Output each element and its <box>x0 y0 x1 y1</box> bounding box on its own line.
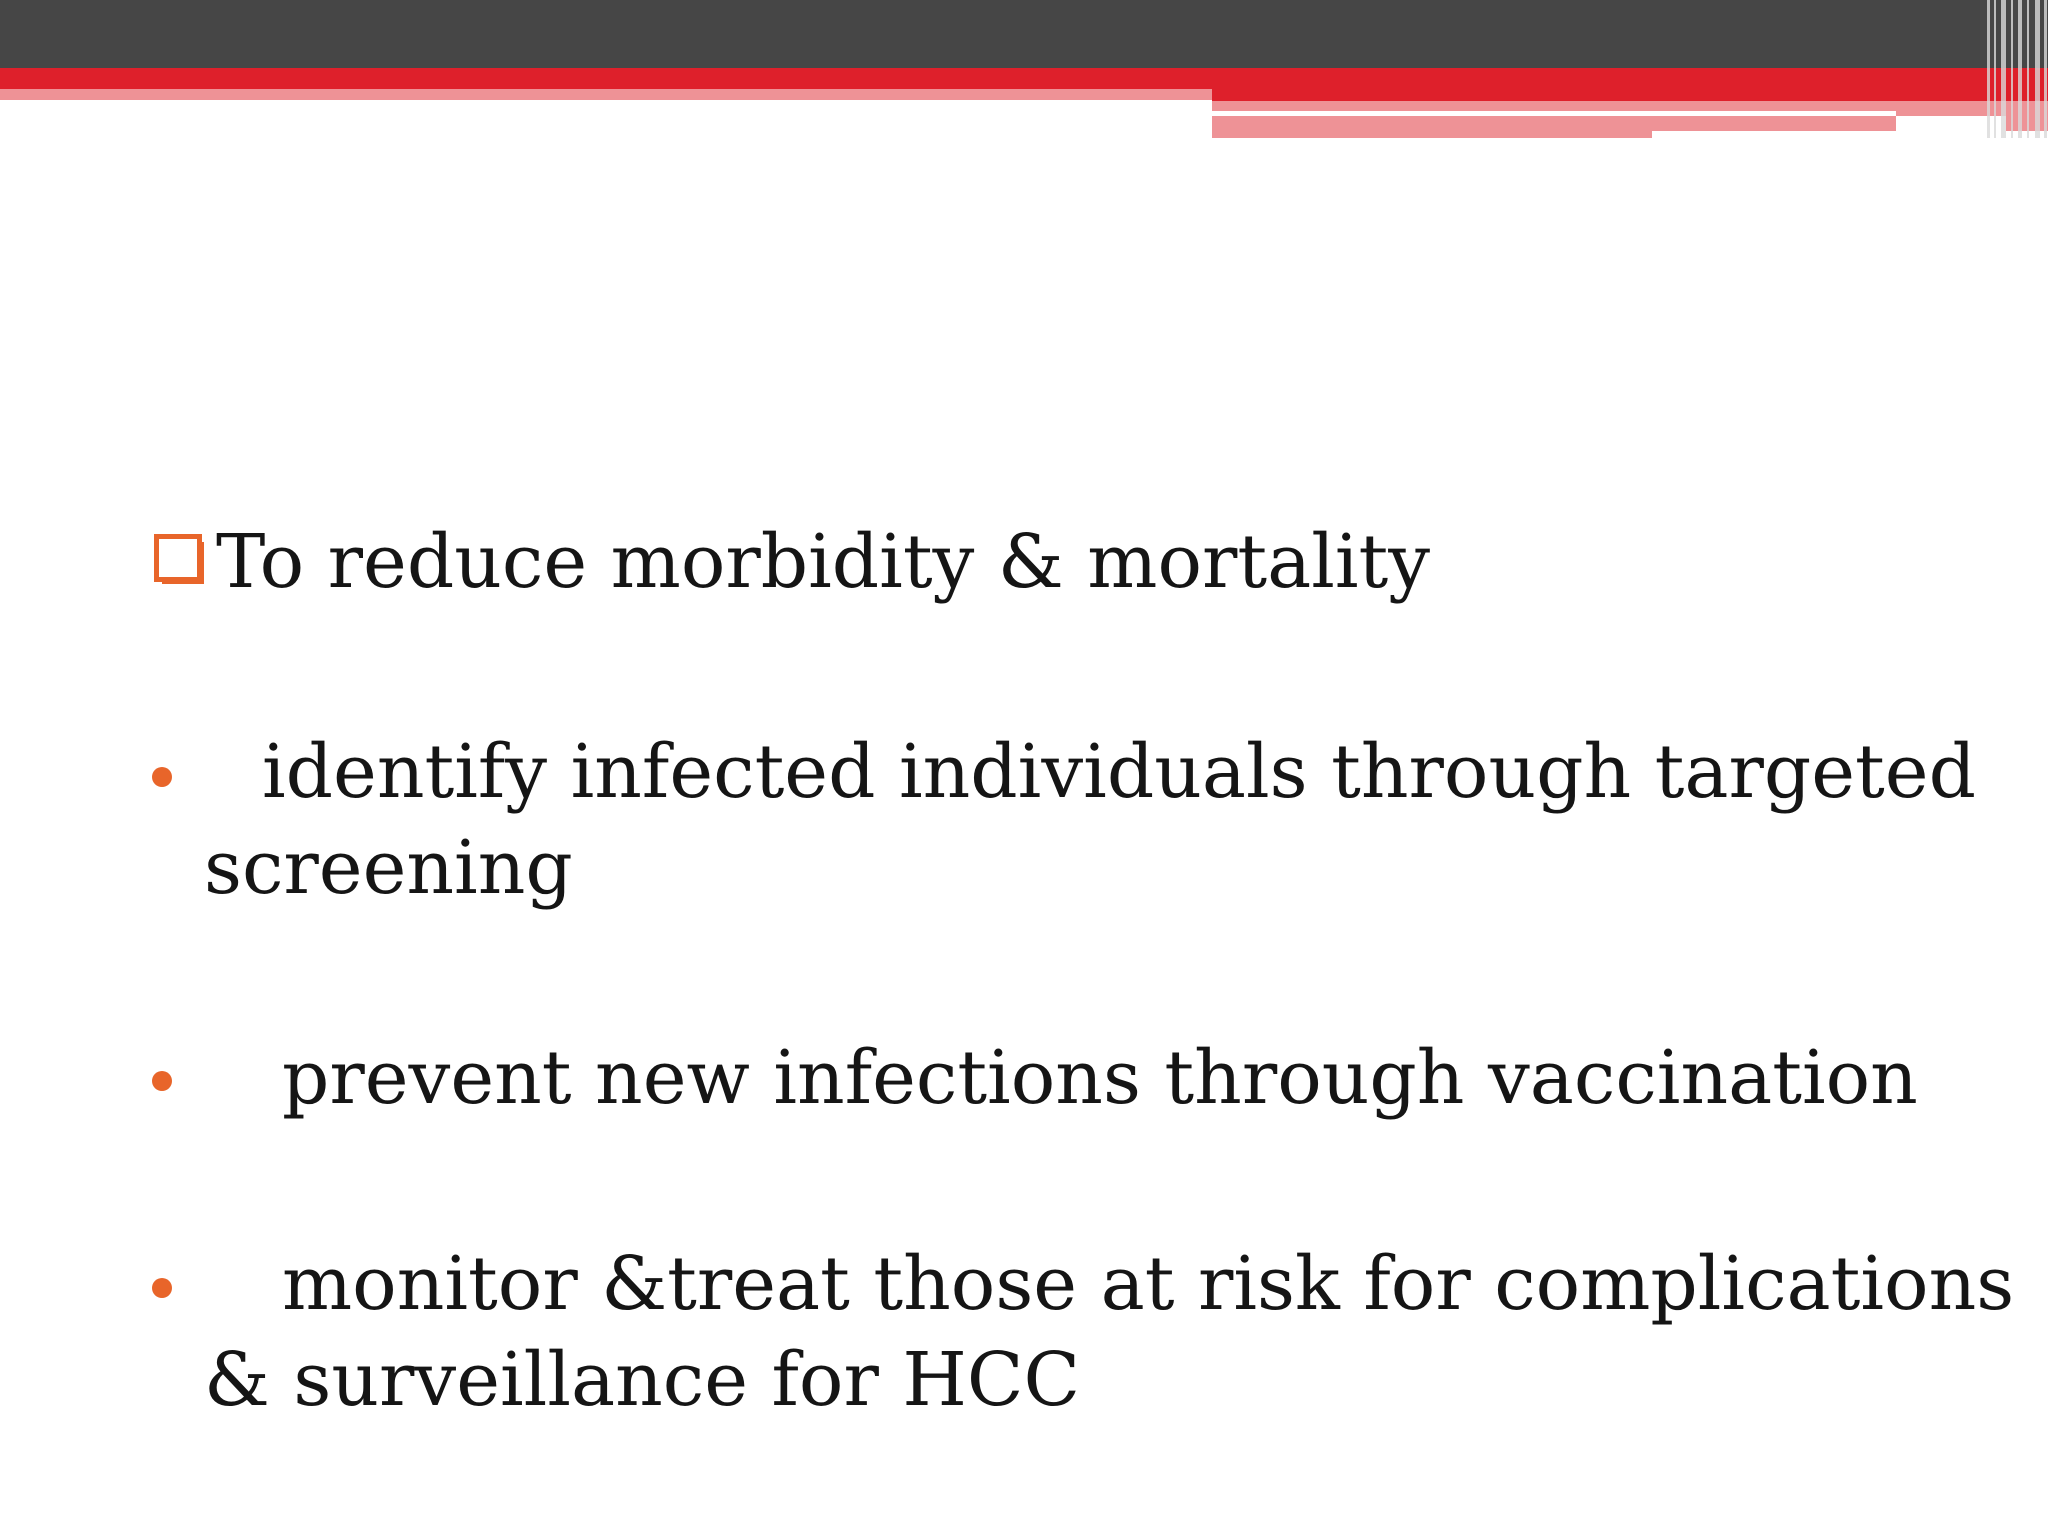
bullet-3-line-1: monitor &treat those at risk for complications <box>282 1241 2015 1327</box>
bullet-dot-icon <box>152 767 172 787</box>
slide-heading: To reduce morbidity & mortality <box>216 519 1431 605</box>
checkbox-icon <box>154 534 204 584</box>
bullet-1-line-2: screening <box>204 825 573 911</box>
bullet-1-line-1: identify infected individuals through targeted <box>262 729 1976 815</box>
bullet-dot-icon <box>152 1071 172 1091</box>
bullet-2-line-1: prevent new infections through vaccination <box>282 1035 1918 1121</box>
bullet-dot-icon <box>152 1278 172 1298</box>
bullet-3-line-2: & surveillance for HCC <box>204 1337 1081 1423</box>
